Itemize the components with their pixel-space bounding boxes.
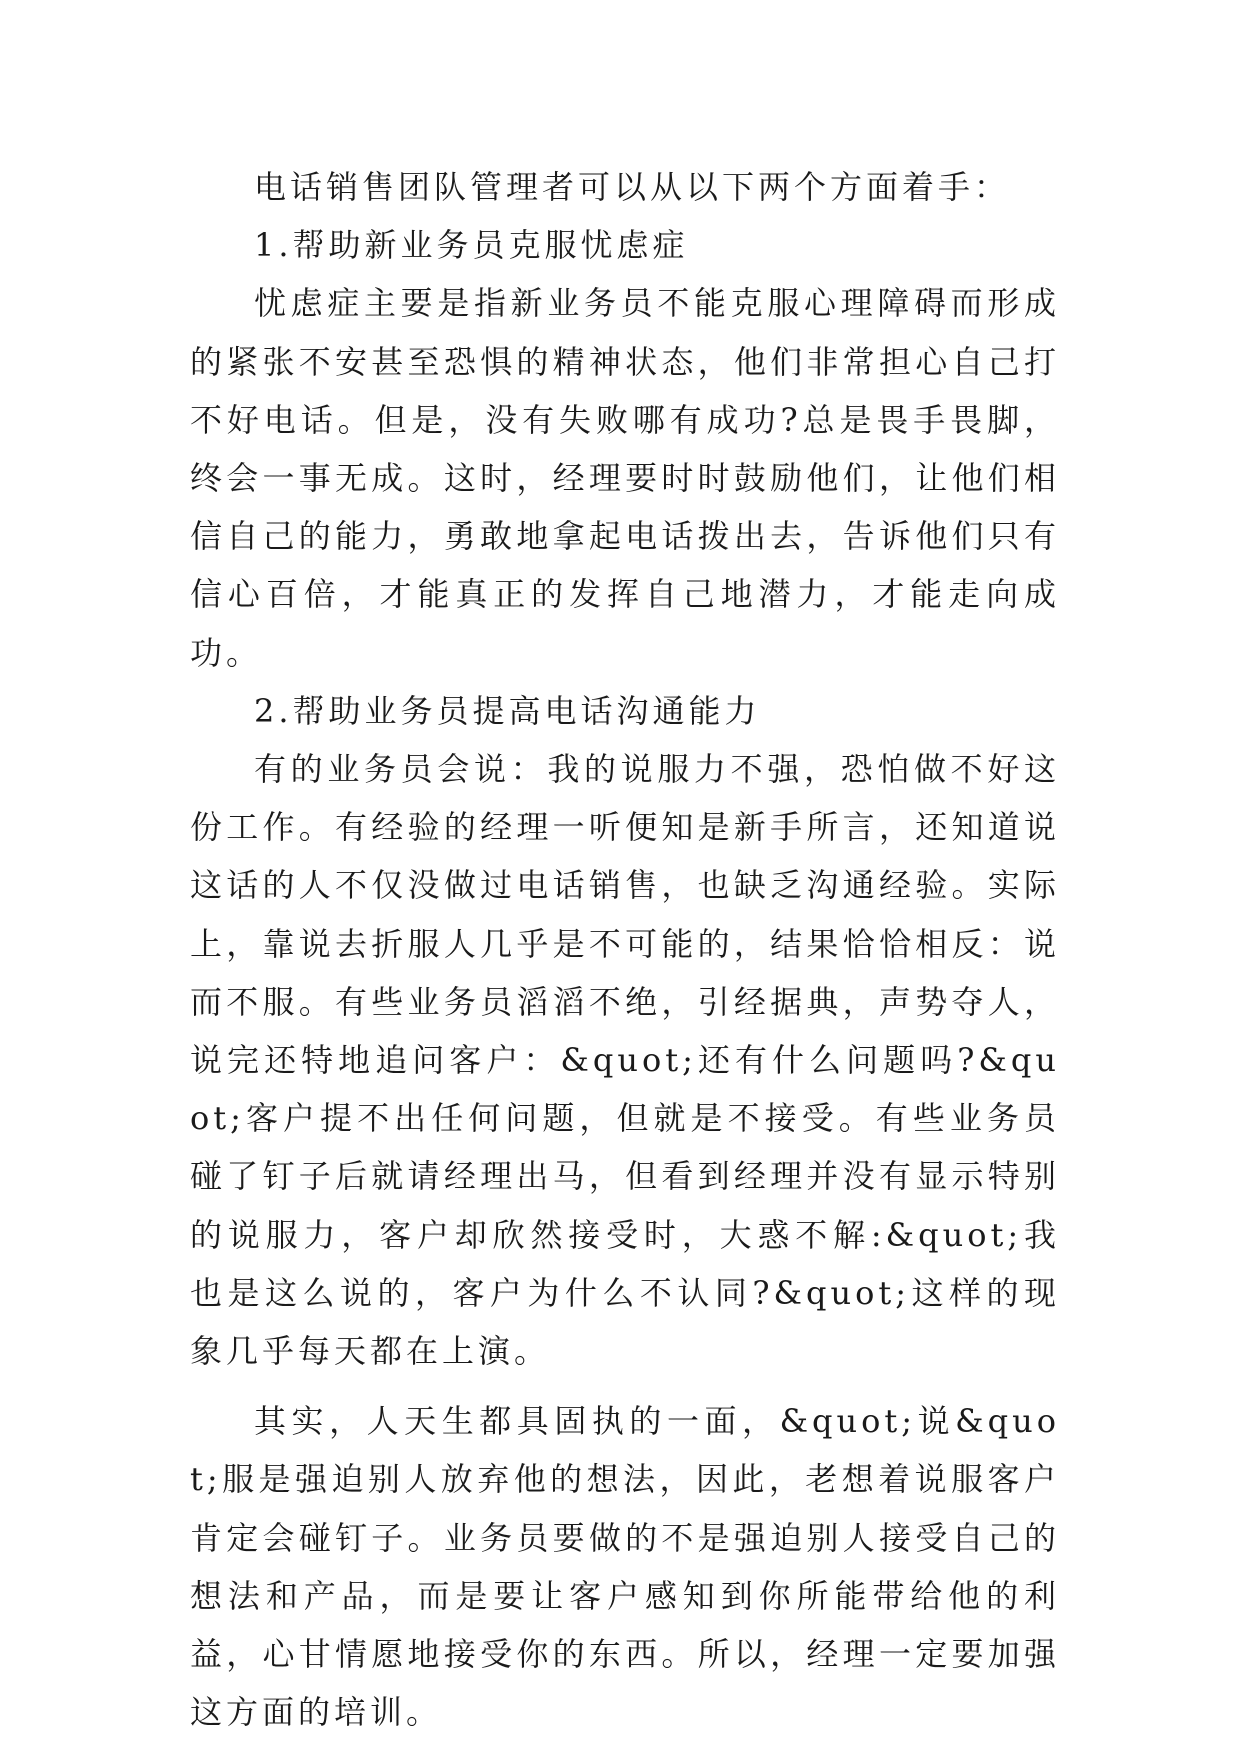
body-paragraph: 忧虑症主要是指新业务员不能克服心理障碍而形成的紧张不安甚至恐惧的精神状态，他们非常担心自己打不好电话。但是，没有失败哪有成功?总是畏手畏脚，终会一事无成。这时，经理要时时鼓励他们，让他们相信自己的能力，勇敢地拿起电话拨出去，告诉他们只有信心百倍，才能真正的发挥自己地潜力，才能走向成功。 (190, 284, 1060, 672)
intro-paragraph: 电话销售团队管理者可以从以下两个方面着手： (254, 168, 1011, 206)
body-paragraph: 有的业务员会说：我的说服力不强，恐怕做不好这份工作。有经验的经理一听便知是新手所言，还知道说这话的人不仅没做过电话销售，也缺乏沟通经验。实际上，靠说去折服人几乎是不可能的，结果恰恰相反：说而不服。有些业务员滔滔不绝，引经据典，声势夺人，说完还特地追问客户：&quot;还有什么问题吗?&quot;客户提不出任何问题，但就是不接受。有些业务员碰了钉子后就请经理出马，但看到经理并没有显示特别的说服力，客户却欣然接受时，大惑不解:&quot;我也是这么说的，客户为什么不认同?&quot;这样的现象几乎每天都在上演。 (190, 750, 1060, 1371)
document-body (190, 158, 1060, 1741)
section-heading-1: 1.帮助新业务员克服忧虑症 (254, 226, 689, 265)
section-heading-2: 2.帮助业务员提高电话沟通能力 (254, 691, 761, 730)
body-paragraph: 其实，人天生都具固执的一面，&quot;说&quot;服是强迫别人放弃他的想法，因此，老想着说服客户肯定会碰钉子。业务员要做的不是强迫别人接受自己的想法和产品，而是要让客户感知到你所能带给他的利益，心甘情愿地接受你的东西。所以，经理一定要加强这方面的培训。 (190, 1402, 1060, 1732)
